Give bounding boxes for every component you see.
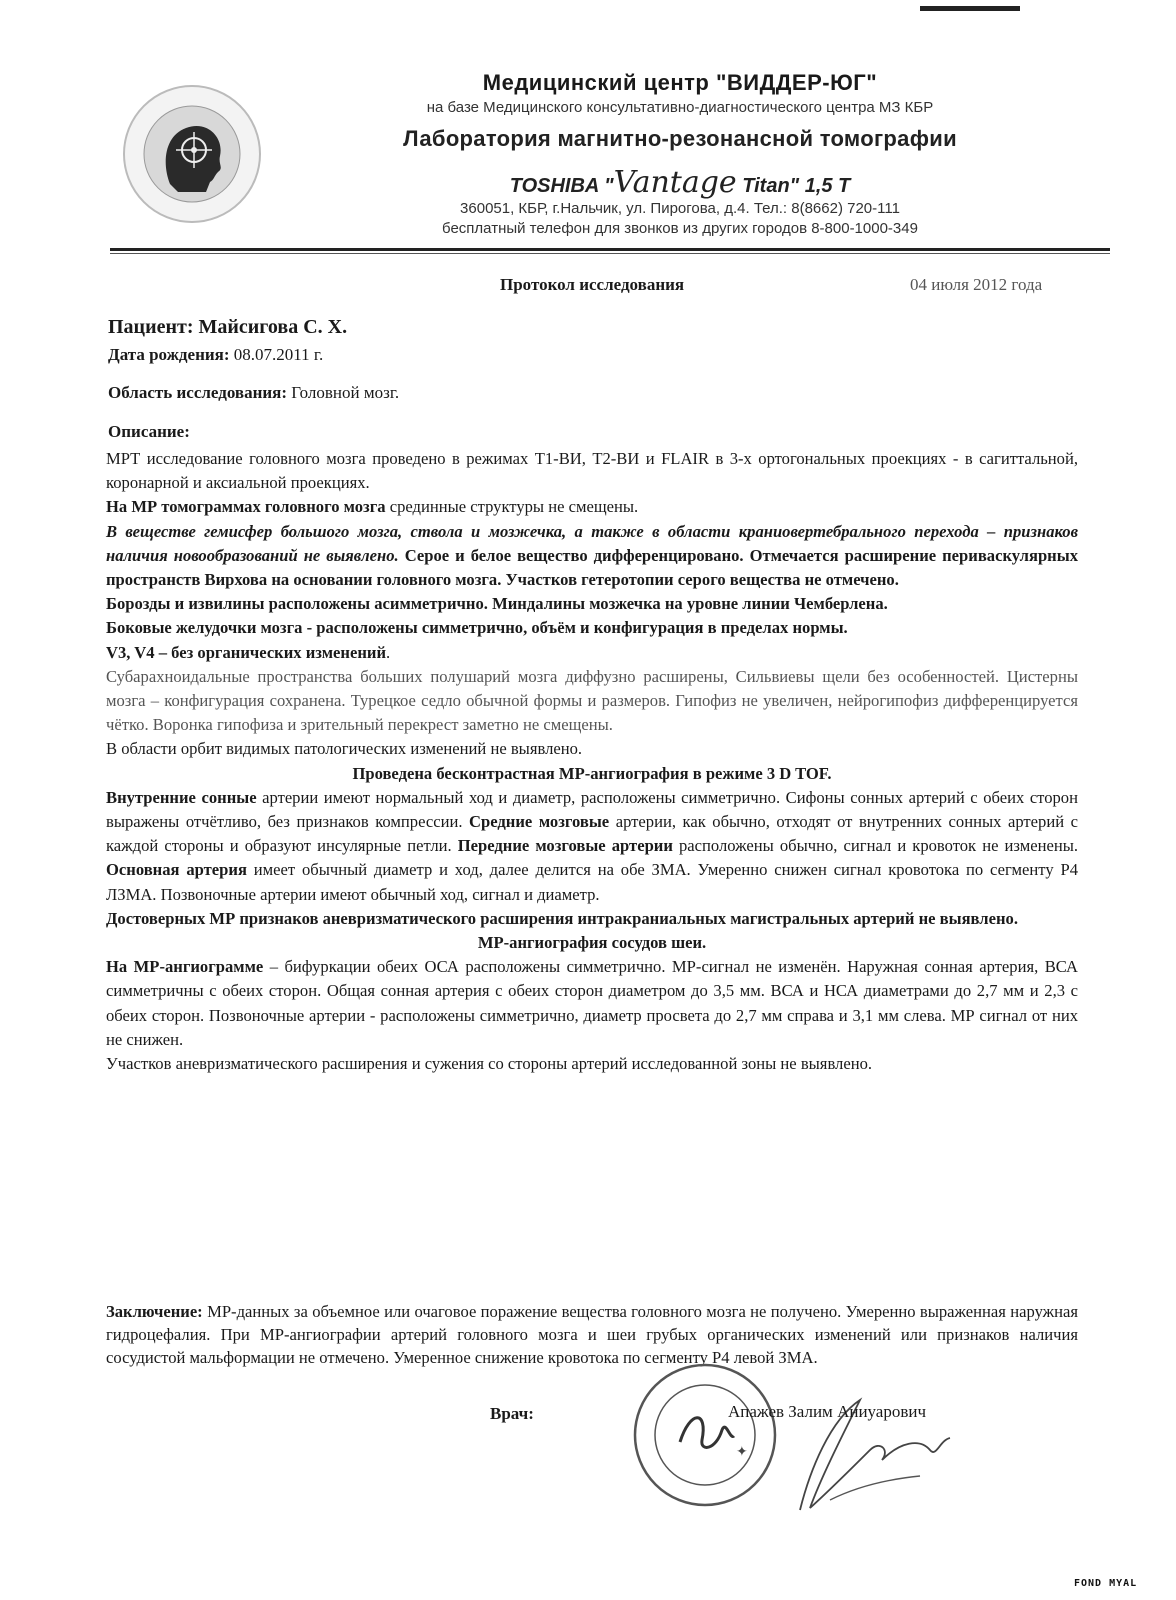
conclusion-block — [106, 1300, 1078, 1369]
doctor-stamp-icon — [630, 1360, 780, 1510]
desc-paragraph-5: Боковые желудочки мозга - расположены симметрично, объём и конфигурация в пределах нормы. — [106, 618, 848, 638]
patient-line — [108, 316, 347, 339]
desc-paragraph-6: V3, V4 – без органических изменений. — [106, 642, 391, 662]
neck-paragraph-2: Участков аневризматического расширения и сужения со стороны артерий исследованной зоны не выявлено. — [106, 1054, 873, 1074]
desc-paragraph-7: Субарахноидальные пространства больших полушарий мозга диффузно расширены, Сильвиевы щели без особенностей. Цистерны мозга – конфигурация сохранена. Турецкое седло обычной формы и размеров. Гипофиз не увеличен, нейрогипофиз дифференцируется чётко. Воронка гипофиза и зрительный перекрест заметно не смещены. — [106, 666, 1078, 735]
org-subtitle: на базе Медицинского консультативно-диагностического центра МЗ КБР — [426, 99, 934, 116]
device-model-script: Vantage — [613, 165, 737, 200]
region-label: Область исследования: — [108, 383, 288, 402]
clinic-logo-icon — [122, 84, 262, 224]
header-divider-thin — [110, 253, 1110, 254]
neck-heading: МР-ангиография сосудов шеи. — [477, 933, 707, 953]
birth-date: 08.07.2011 г. — [233, 345, 324, 364]
protocol-date: 04 июля 2012 года — [910, 275, 1043, 294]
device-model-bold: Titan — [736, 175, 790, 197]
header-divider — [110, 248, 1110, 251]
patient-name: Майсигова С. Х. — [198, 316, 348, 338]
protocol-title: Протокол исследования — [500, 275, 685, 294]
device-brand: TOSHIBA " — [509, 175, 614, 197]
region-value: Головной мозг. — [291, 383, 400, 402]
desc-paragraph-8: В области орбит видимых патологических изменений не выявлено. — [106, 739, 583, 759]
scan-mark — [920, 6, 1020, 11]
org-name: Медицинский центр "ВИДДЕР-ЮГ" — [482, 70, 878, 95]
neck-paragraph-1: На МР-ангиограмме – бифуркации обеих ОСА расположены симметрично. МР-сигнал не изменён. Наружная сонная артерия, ВСА симметричны с обеих сторон. Общая сонная артерия с обеих сторон диаметром до 3,5 мм. ВСА и НСА диаметрами до 2,7 мм и 2,3 с обеих сторон. Позвоночные артерии - расположены симметрично, диаметр просвета до 2,7 мм справа и 3,1 мм слева. МР сигнал от них не снижен. — [106, 957, 1078, 1049]
desc-paragraph-3: В веществе гемисфер большого мозга, ствола и мозжечка, а также в области краниовертебрального перехода – признаков наличия новообразований не выявлено. Серое и белое вещество дифференцировано. Отмечается расширение периваскулярных пространств Вирхова на основании головного мозга. Участков гетеротопии серого вещества не отмечено. — [106, 521, 1078, 590]
svg-text:✦: ✦ — [736, 1444, 748, 1460]
angiography-paragraph: Внутренние сонные артерии имеют нормальный ход и диаметр, расположены симметрично. Сифоны сонных артерий с обеих сторон выражены отчётливо, без признаков компрессии. Средние мозговые артерии, как обычно, отходят от внутренних сонных артерий с каждой стороны и образуют инсулярные петли. Передние мозговые артерии расположены обычно, сигнал и кровоток не изменены. Основная артерия имеет обычный диаметр и ход, далее делится на обе ЗМА. Умеренно снижен сигнал кровотока по сегменту Р4 ЛЗМА. Позвоночные артерии имеют обычный ход, сигнал и диаметр. — [106, 787, 1079, 904]
angiography-heading: Проведена бесконтрастная МР-ангиография в режиме 3 D TOF. — [352, 763, 832, 783]
desc-paragraph-1: МРТ исследование головного мозга проведено в режимах Т1-ВИ, Т2-ВИ и FLAIR в 3-х ортогональных проекциях - в сагиттальной, коронарной и аксиальной проекциях. — [106, 449, 1078, 493]
birth-label: Дата рождения: — [108, 345, 230, 364]
description-body — [106, 447, 1078, 1076]
doctor-label: Врач: — [490, 1404, 534, 1423]
free-phone: бесплатный телефон для звонков из других городов 8-800-1000-349 — [442, 220, 918, 237]
desc-paragraph-4: Борозды и извилины расположены асимметрично. Миндалины мозжечка на уровне линии Чемберлена. — [106, 594, 888, 614]
device-model — [340, 165, 1020, 200]
region-line — [108, 383, 399, 403]
conclusion-paragraph: Заключение: МР-данных за объемное или очаговое поражение вещества головного мозга не получено. Умеренно выраженная наружная гидроцефалия. При МР-ангиографии артерий головного мозга и шеи грубых органических изменений или признаков наличия сосудистой мальформации не отмечено. Умеренное снижение кровотока по сегменту Р4 левой ЗМА. — [106, 1302, 1078, 1367]
patient-label: Пациент: — [108, 316, 194, 338]
doctor-signature-icon — [770, 1380, 970, 1520]
description-heading: Описание: — [108, 422, 190, 441]
clinic-address: 360051, КБР, г.Нальчик, ул. Пирогова, д.4. Тел.: 8(8662) 720-111 — [460, 200, 900, 217]
watermark: FOND MYAL — [1074, 1578, 1138, 1589]
lab-name: Лаборатория магнитно-резонансной томографии — [403, 126, 957, 151]
device-field: " 1,5 T — [789, 175, 851, 197]
doctor-name: Апажев Залим Аниуарович — [728, 1402, 927, 1421]
birth-line — [108, 345, 323, 365]
angiography-conclusion: Достоверных МР признаков аневризматического расширения интракраниальных магистральных артерий не выявлено. — [106, 908, 1018, 928]
desc-paragraph-2: На МР томограммах головного мозга срединные структуры не смещены. — [106, 497, 639, 517]
